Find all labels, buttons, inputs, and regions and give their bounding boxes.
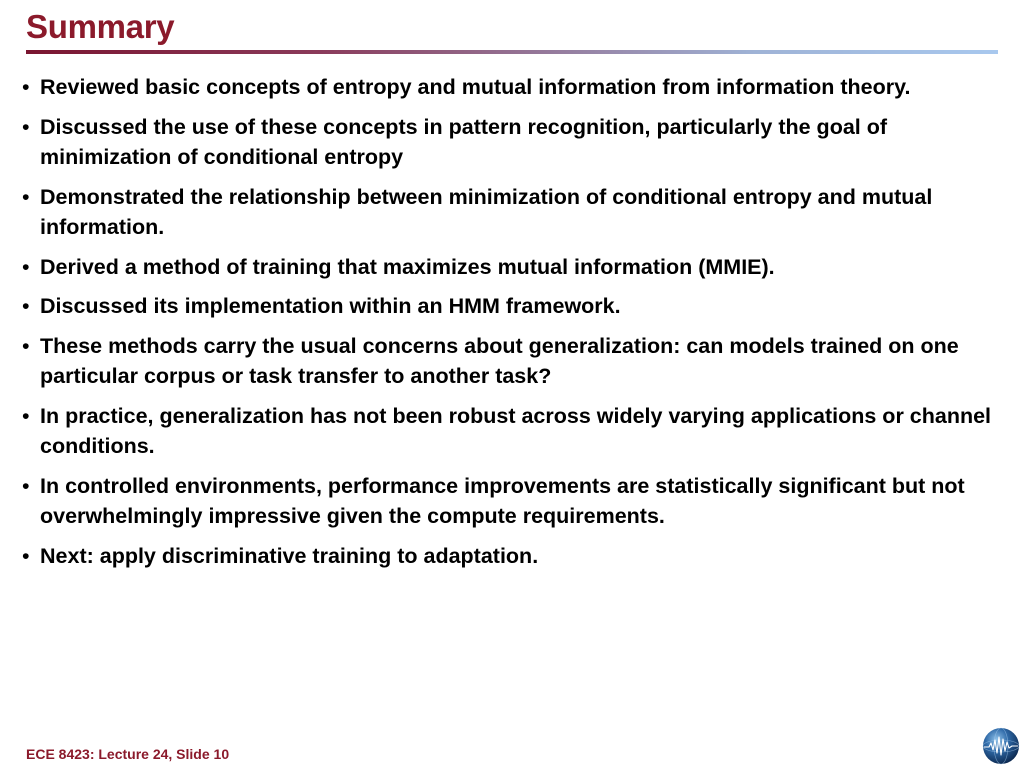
bullet-icon: • [22,333,30,358]
bullet-item [20,72,995,103]
title-divider [26,50,998,54]
bullet-text: Derived a method of training that maximizes mutual information (MMIE). [40,254,775,279]
bullet-text: Discussed the use of these concepts in pattern recognition, particularly the goal of minimization of conditional entropy [40,114,888,169]
bullet-text: In controlled environments, performance improvements are statistically significant but not overwhelmingly impressive given the compute requirements. [40,473,965,528]
bullet-icon: • [22,114,30,139]
bullet-icon: • [22,294,30,318]
bullet-icon: • [22,543,30,568]
bullet-list [20,72,995,580]
bullet-item [20,291,995,322]
slide-title: Summary [26,8,175,45]
bullet-item [20,182,995,243]
bullet-text: Reviewed basic concepts of entropy and mutual information from information theory. [40,75,911,99]
bullet-icon: • [22,75,30,99]
bullet-text: These methods carry the usual concerns about generalization: can models trained on one particular corpus or task transfer to another task? [40,333,959,388]
bullet-text: In practice, generalization has not been robust across widely varying applications or channel conditions. [40,403,992,458]
bullet-item [20,331,995,392]
bullet-item [20,112,995,173]
globe-waveform-logo-icon [981,726,1021,766]
bullet-icon: • [22,184,30,209]
bullet-icon: • [22,403,30,428]
bullet-icon: • [22,473,30,498]
bullet-text: Next: apply discriminative training to adaptation. [40,543,539,568]
bullet-text: Discussed its implementation within an HMM framework. [40,294,621,318]
bullet-item [20,401,995,462]
bullet-item [20,471,995,532]
slide-footer: ECE 8423: Lecture 24, Slide 10 [26,746,230,762]
bullet-text: Demonstrated the relationship between minimization of conditional entropy and mutual information. [40,184,933,239]
bullet-icon: • [22,254,30,279]
bullet-item [20,252,995,283]
bullet-item [20,541,995,572]
